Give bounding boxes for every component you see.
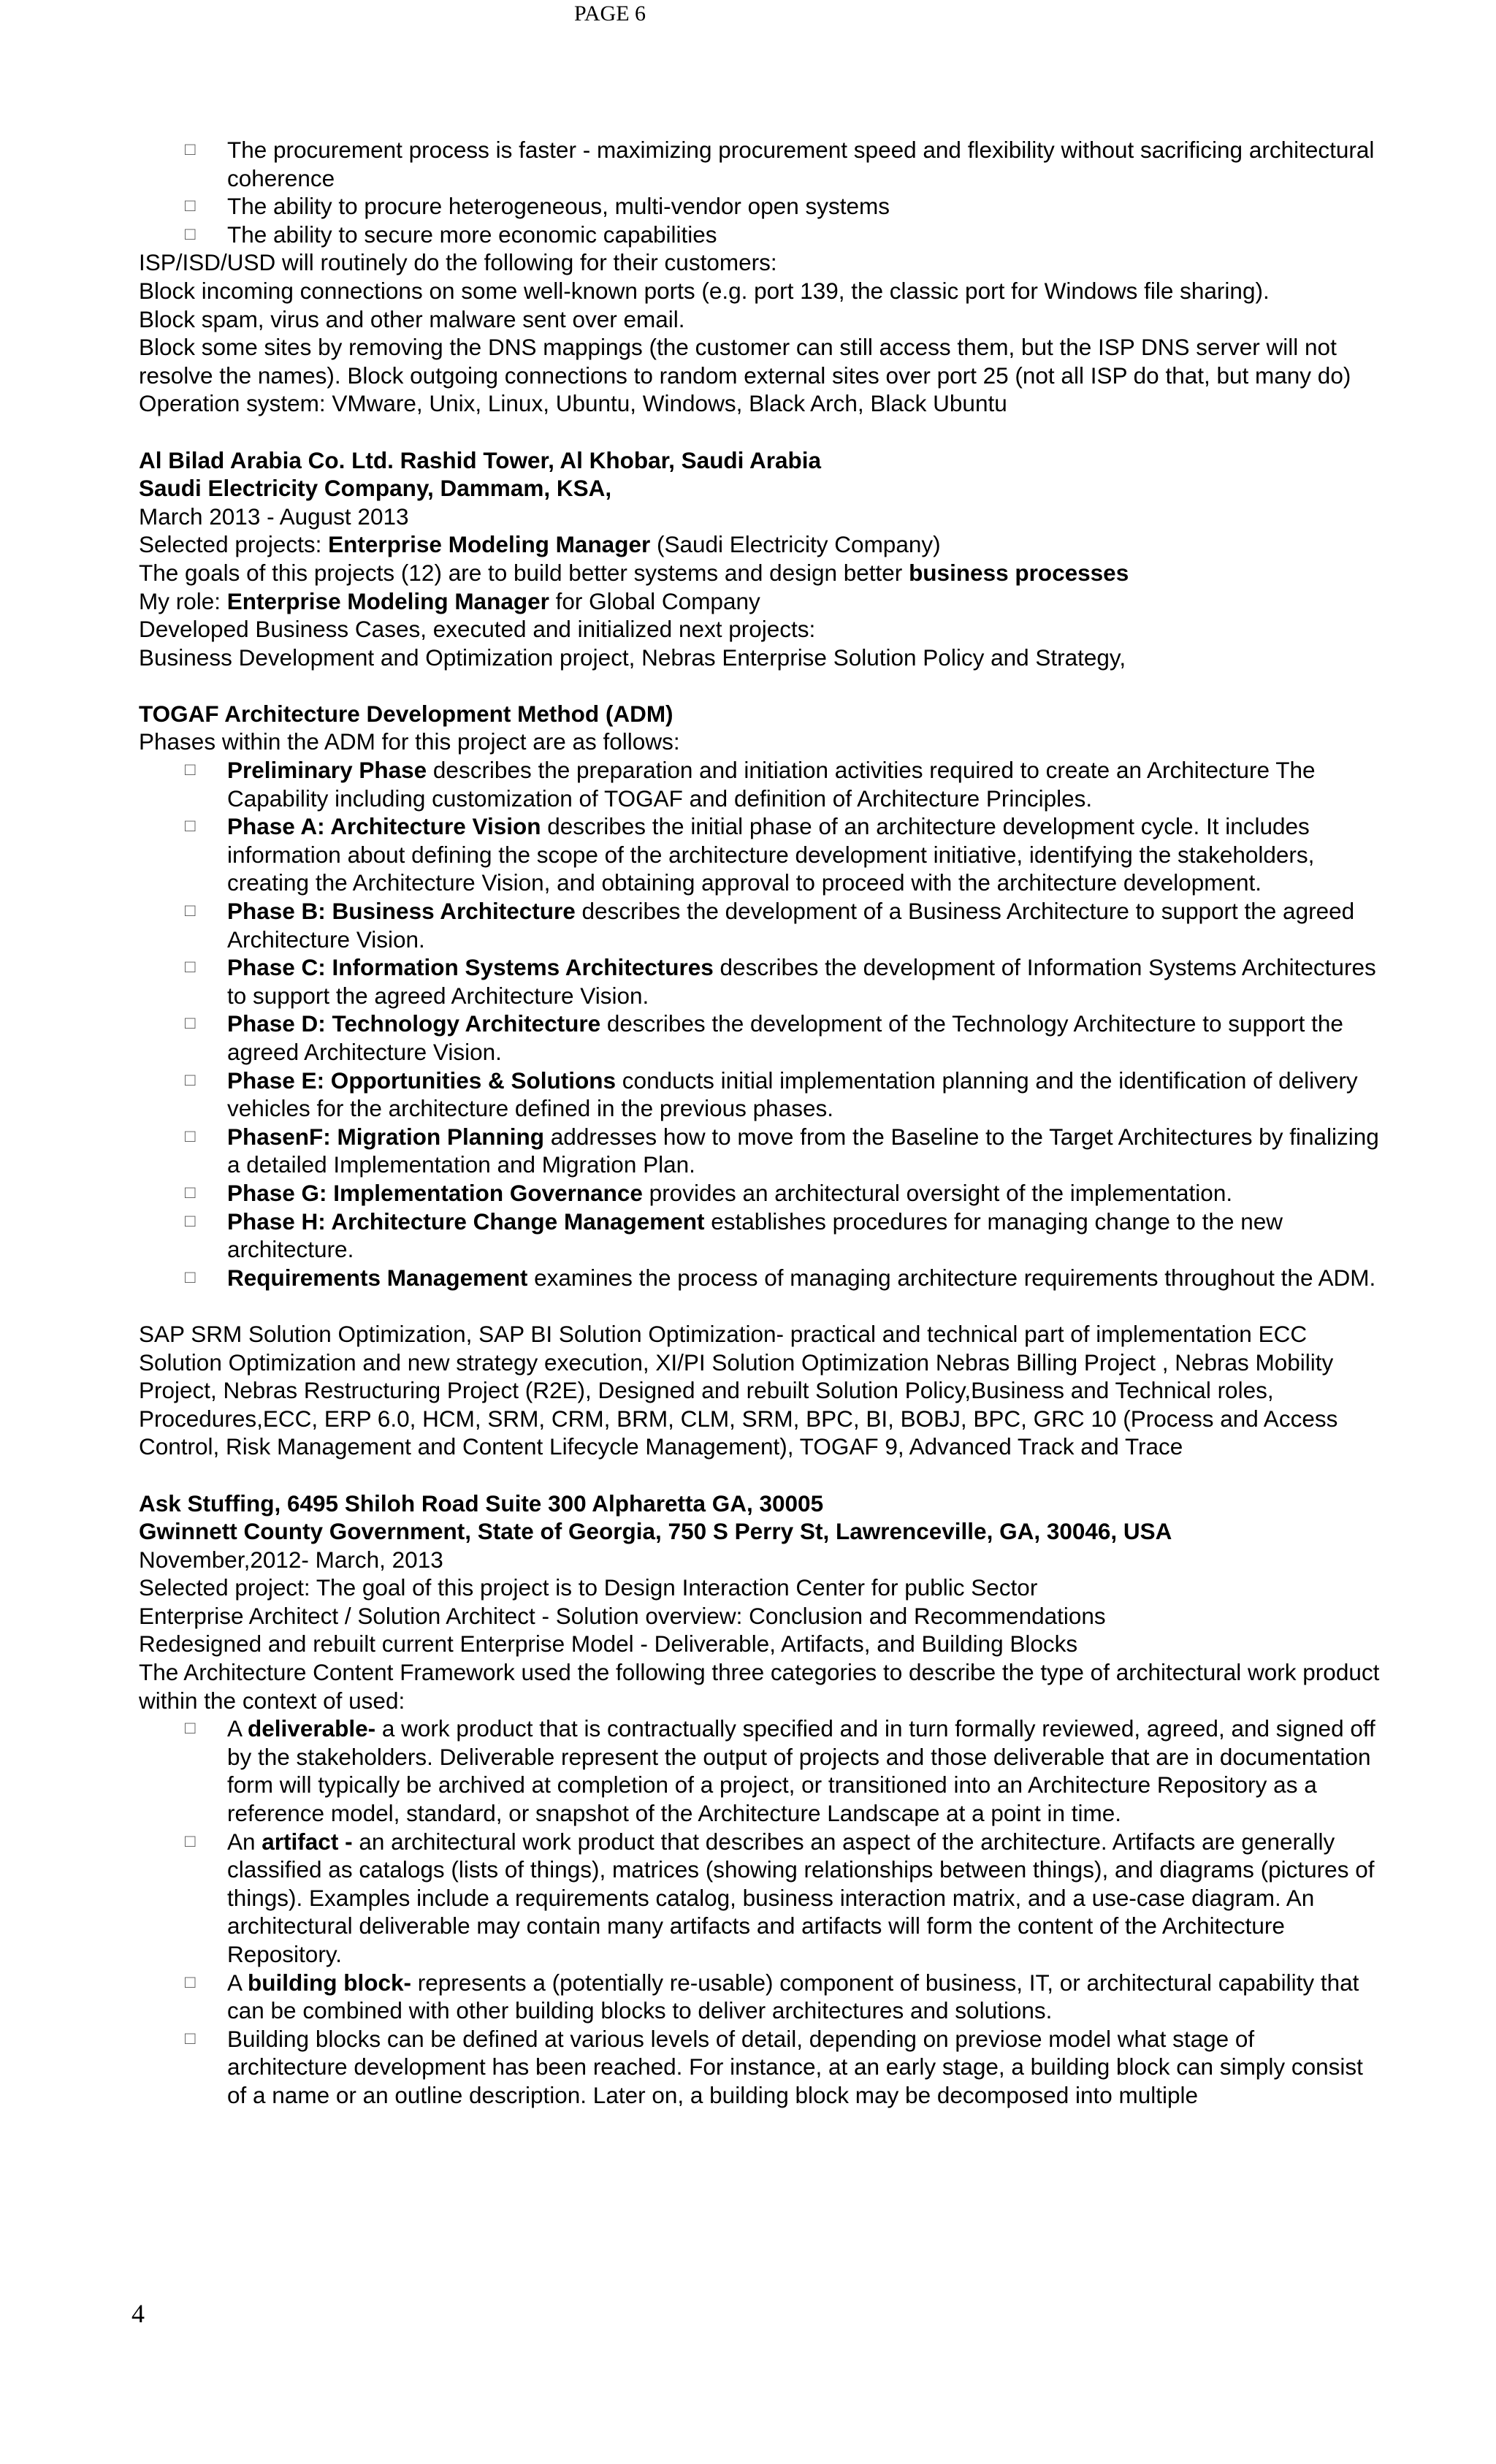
list-item: □ Building blocks can be defined at various levels of detail, depending on previose model what stage of architecture development has been reached. For instance, at an early stage, a building block can simply consist of a name or an outline description. Later on, a building block may be decomposed into multiple [227,2025,1381,2110]
paragraph: The Architecture Content Framework used the following three categories to describe the type of architectural work product within the context of used: [139,1659,1380,1714]
paragraph: Block spam, virus and other malware sent over email. [139,305,685,332]
paragraph: SAP SRM Solution Optimization, SAP BI Solution Optimization- practical and technical part of implementation ECC Solution Optimization and new strategy execution, XI/PI Solution Optimization Nebras Billing Project , Nebras Mobility Project, Nebras Restructuring Project (R2E), Designed and rebuilt Solution Policy,Business and Technical roles, Procedures,ECC, ERP 6.0, HCM, SRM, CRM, BRM, CLM, SRM, BPC, BI, BOBJ, BPC, GRC 10 (Process and Access Control, Risk Management and Content Lifecycle Management), TOGAF 9, Advanced Track and Trace [139,1320,1338,1460]
section-heading: TOGAF Architecture Development Method (ADM) [139,700,673,727]
employer-heading: Al Bilad Arabia Co. Ltd. Rashid Tower, Al Khobar, Saudi Arabia [139,446,822,473]
list-item: □ The procurement process is faster - maximizing procurement speed and flexibility without sacrificing architectural coherence [227,136,1381,192]
list-item: □ The ability to procure heterogeneous, multi-vendor open systems [227,192,1381,221]
page-header: PAGE 6 [573,1,646,26]
project-goals: The goals of this projects (12) are to build better systems and design better business processes [139,559,1129,586]
list-item: □ A building block- represents a (potentially re-usable) component of business, IT, or architectural capability that can be combined with other building blocks to deliver architectures and solutions. [227,1969,1381,2025]
list-item: □ PhasenF: Migration Planning addresses how to move from the Baseline to the Target Architectures by finalizing a detailed Implementation and Migration Plan. [227,1123,1381,1179]
list-item: □ Phase C: Information Systems Architectures describes the development of Information Systems Architectures to support the agreed Architecture Vision. [227,953,1381,1010]
employment-period: November,2012- March, 2013 [139,1546,443,1573]
paragraph: Business Development and Optimization project, Nebras Enterprise Solution Policy and Strategy, [139,644,1126,671]
paragraph: Phases within the ADM for this project are as follows: [139,728,680,755]
my-role: My role: Enterprise Modeling Manager for Global Company [139,587,760,614]
paragraph: Developed Business Cases, executed and initialized next projects: [139,616,816,643]
content-framework-list [139,1714,1381,2109]
page-number: 4 [131,2299,145,2328]
list-item: □ Phase A: Architecture Vision describes the initial phase of an architecture development cycle. It includes information about defining the scope of the architecture development initiative, identifying the stakeholders, creating the Architecture Vision, and obtaining approval to proceed with the architecture development. [227,812,1381,897]
list-item: □ Phase D: Technology Architecture describes the development of the Technology Architecture to support the agreed Architecture Vision. [227,1010,1381,1066]
list-item: □ An artifact - an architectural work product that describes an aspect of the architecture. Artifacts are generally classified as catalogs (lists of things), matrices (showing relationships between things), and diagrams (pictures of things). Examples include a requirements catalog, business interaction matrix, and a use-case diagram. An architectural deliverable may contain many artifacts and artifacts will form the content of the Architecture Repository. [227,1828,1381,1969]
list-item: □ Preliminary Phase describes the preparation and initiation activities required to create an Architecture The Capability including customization of TOGAF and definition of Architecture Principles. [227,756,1381,812]
list-item: □ The ability to secure more economic capabilities [227,221,1381,249]
list-item: □ Phase E: Opportunities & Solutions conducts initial implementation planning and the identification of delivery vehicles for the architecture defined in the previous phases. [227,1067,1381,1123]
spacer [139,671,1381,700]
employer-heading: Ask Stuffing, 6495 Shiloh Road Suite 300 Alpharetta GA, 30005 [139,1490,824,1517]
list-item: □ Phase B: Business Architecture describes the development of a Business Architecture to support the agreed Architecture Vision. [227,897,1381,953]
list-item: □ Requirements Management examines the process of managing architecture requirements throughout the ADM. [227,1264,1381,1292]
paragraph: Redesigned and rebuilt current Enterprise Model - Deliverable, Artifacts, and Building Blocks [139,1630,1078,1658]
adm-phase-list [139,756,1381,1292]
employment-period: March 2013 - August 2013 [139,503,409,530]
paragraph: Block incoming connections on some well-known ports (e.g. port 139, the classic port for Windows file sharing). [139,277,1270,304]
benefits-list [139,136,1381,248]
list-item: □ Phase G: Implementation Governance provides an architectural oversight of the implementation. [227,1179,1381,1208]
list-item: □ A deliverable- a work product that is contractually specified and in turn formally reviewed, agreed, and signed off by the stakeholders. Deliverable represent the output of projects and those deliverable that are in documentation form will typically be archived at completion of a project, or transitioned into an Architecture Repository as a reference model, standard, or snapshot of the Architecture Landscape at a point in time. [227,1714,1381,1827]
selected-projects: Selected projects: Enterprise Modeling Manager (Saudi Electricity Company) [139,531,941,558]
paragraph: Selected project: The goal of this project is to Design Interaction Center for public Sector [139,1574,1038,1601]
list-item: □ Phase H: Architecture Change Management establishes procedures for managing change to the new architecture. [227,1208,1381,1264]
paragraph: Block some sites by removing the DNS mappings (the customer can still access them, but the ISP DNS server will not resolve the names). Block outgoing connections to random external sites over port 25 (not all ISP do that, but many do) Operation system: VMware, Unix, Linux, Ubuntu, Windows, Black Arch, Black Ubuntu [139,334,1351,417]
spacer [139,1292,1381,1320]
paragraph: Enterprise Architect / Solution Architect - Solution overview: Conclusion and Recommendations [139,1602,1106,1629]
paragraph: ISP/ISD/USD will routinely do the following for their customers: [139,249,777,276]
spacer [139,1461,1381,1490]
spacer [139,418,1381,446]
document-body [139,136,1381,2110]
client-heading: Gwinnett County Government, State of Georgia, 750 S Perry St, Lawrenceville, GA, 30046, USA [139,1518,1172,1545]
client-heading: Saudi Electricity Company, Dammam, KSA, [139,475,612,502]
